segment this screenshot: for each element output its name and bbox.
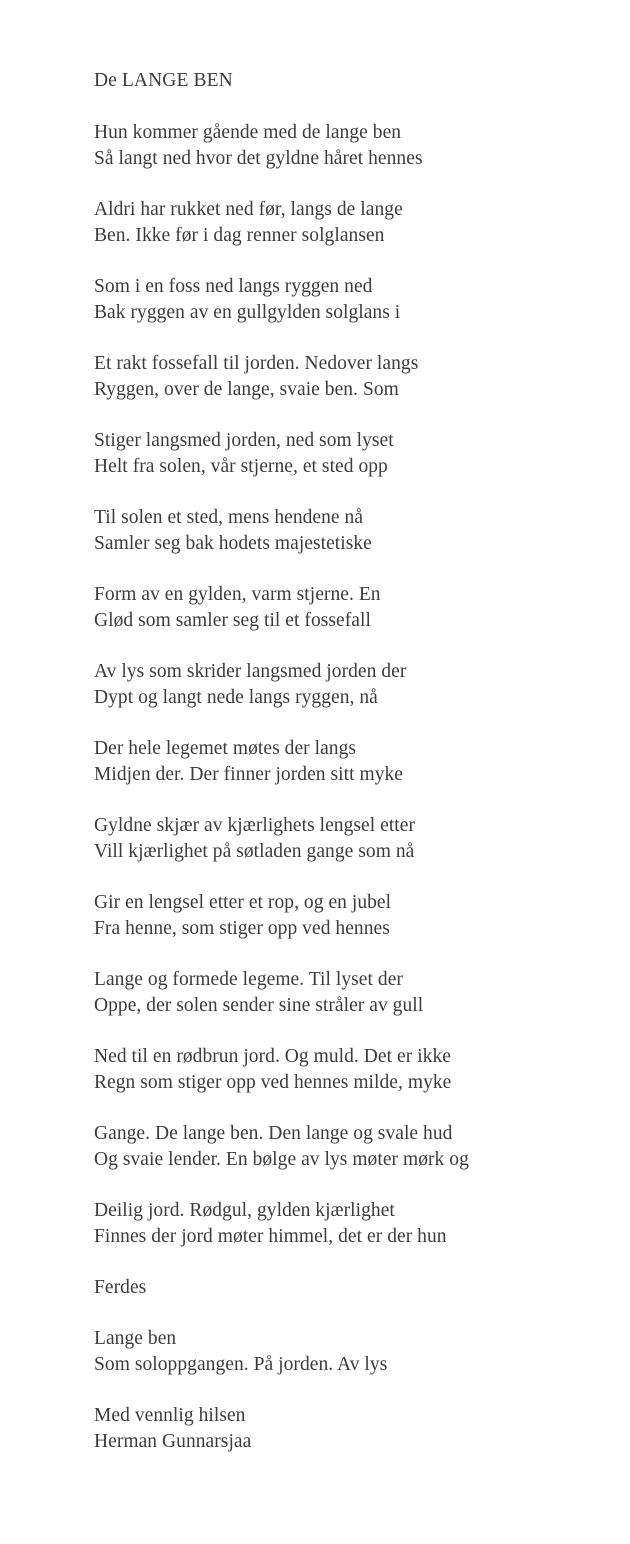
poem-line: Midjen der. Der finner jorden sitt myke (94, 764, 403, 785)
stanza (94, 428, 590, 480)
stanza (94, 1326, 590, 1378)
stanza (94, 274, 590, 326)
poem-line: Fra henne, som stiger opp ved hennes (94, 918, 390, 939)
stanza (94, 1121, 590, 1173)
stanza (94, 1275, 590, 1301)
stanza (94, 351, 590, 403)
stanza (94, 813, 590, 865)
poem-line: Stiger langsmed jorden, ned som lyset (94, 430, 394, 451)
poem-line: Ned til en rødbrun jord. Og muld. Det er ikke (94, 1046, 451, 1067)
stanza (94, 1044, 590, 1096)
stanza (94, 1198, 590, 1250)
poem-line: Hun kommer gående med de lange ben (94, 122, 402, 143)
poem-line: Ben. Ikke før i dag renner solglansen (94, 225, 385, 246)
page-title: De LANGE BEN (94, 70, 233, 91)
poem-line: Som soloppgangen. På jorden. Av lys (94, 1354, 388, 1375)
stanza (94, 967, 590, 1019)
stanza (94, 736, 590, 788)
poem-line: Herman Gunnarsjaa (94, 1431, 252, 1452)
poem-line: Lange og formede legeme. Til lyset der (94, 969, 403, 990)
poem-line: Glød som samler seg til et fossefall (94, 610, 371, 631)
poem-line: Aldri har rukket ned før, langs de lange (94, 199, 403, 220)
stanza (94, 505, 590, 557)
poem-line: Med vennlig hilsen (94, 1405, 246, 1426)
poem-line: Deilig jord. Rødgul, gylden kjærlighet (94, 1200, 395, 1221)
stanza (94, 890, 590, 942)
poem-body (94, 120, 590, 1455)
poem-line: Gange. De lange ben. Den lange og svale hud (94, 1123, 453, 1144)
poem-line: Helt fra solen, vår stjerne, et sted opp (94, 456, 388, 477)
poem-line: Lange ben (94, 1328, 177, 1349)
poem-line: Finnes der jord møter himmel, det er der hun (94, 1226, 447, 1247)
poem-line: Og svaie lender. En bølge av lys møter mørk og (94, 1149, 469, 1170)
poem-line: Som i en foss ned langs ryggen ned (94, 276, 373, 297)
poem-line: Av lys som skrider langsmed jorden der (94, 661, 407, 682)
poem-line: Gir en lengsel etter et rop, og en jubel (94, 892, 392, 913)
poem-line: Oppe, der solen sender sine stråler av gull (94, 995, 424, 1016)
poem-line: Bak ryggen av en gullgylden solglans i (94, 302, 401, 323)
poem-line: Så langt ned hvor det gyldne håret hennes (94, 148, 423, 169)
stanza (94, 1403, 590, 1455)
poem-line: Samler seg bak hodets majestetiske (94, 533, 372, 554)
poem-line: Vill kjærlighet på søtladen gange som nå (94, 841, 415, 862)
stanza (94, 659, 590, 711)
poem-line: Ferdes (94, 1277, 147, 1298)
poem-line: Et rakt fossefall til jorden. Nedover langs (94, 353, 419, 374)
poem-line: Gyldne skjær av kjærlighets lengsel etter (94, 815, 416, 836)
poem-line: Dypt og langt nede langs ryggen, nå (94, 687, 378, 708)
poem-line: Ryggen, over de lange, svaie ben. Som (94, 379, 399, 400)
stanza (94, 197, 590, 249)
poem-line: Form av en gylden, varm stjerne. En (94, 584, 381, 605)
poem-line: Regn som stiger opp ved hennes milde, myke (94, 1072, 452, 1093)
poem-line: Til solen et sted, mens hendene nå (94, 507, 364, 528)
stanza (94, 120, 590, 172)
stanza (94, 582, 590, 634)
poem-line: Der hele legemet møtes der langs (94, 738, 357, 759)
